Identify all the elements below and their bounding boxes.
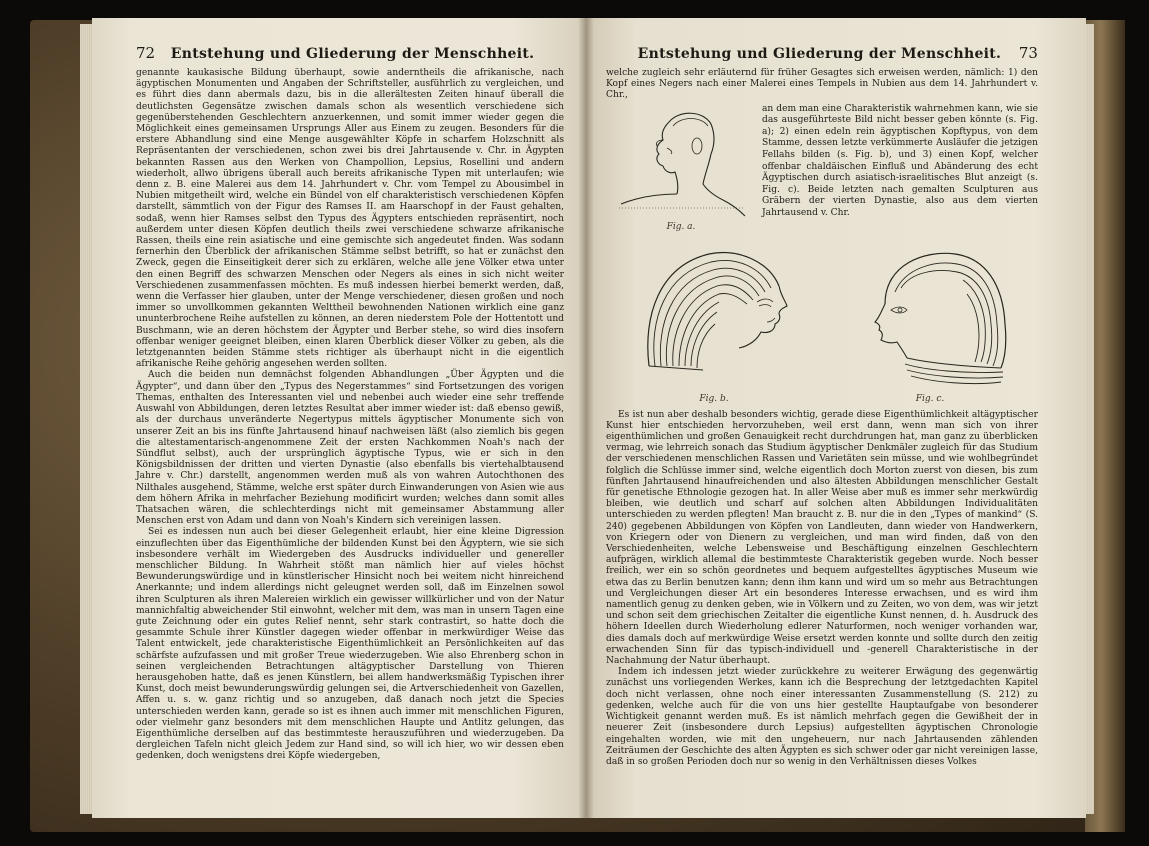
figure-b — [629, 236, 799, 404]
paragraph: Sei es indessen nun auch bei dieser Gelegenheit erlaubt, hier eine kleine Digression einzuflechten über das Eigenthümliche der bildenden Kunst bei den Ägyptern, wie sie sich insbesondere verhält im Wiedergeben des Ausdrucks individueller und genereller menschlicher Bildung. In Wahrheit stößt man nämlich hier auf vieles höchst Bewunderungswürdige und in künstlerischer Hinsicht noch bei weitem nicht hinreichend Anerkannte; und indem allerdings nicht geleugnet werden soll, daß im Einzelnen sowol ihren Sculpturen als ihren Malereien wirklich ein gewisser willkürlicher und von der Natur mannichfaltig abweichender Stil einwohnt, welcher mit dem, was man in unsern Tagen eine gute Zeichnung oder ein gutes Relief nennt, sehr stark contrastirt, so hatte doch die gesammte Schule ihrer Künstler dagegen wieder offenbar in merkwürdiger Weise das Talent entwickelt, jede charakteristische Eigenthümlichkeit an Persönlichkeiten auf das schärfste aufzufassen und mit großer Treue wiederzugeben. Wie also Ehrenberg schon in seinen vergleichenden Betrachtungen altägyptischer Darstellung von Thieren herausgehoben hatte, daß es jenen Künstlern, bei allem handwerksmäßig Typischen ihrer Kunst, doch meist bewunderungswürdig gelungen sei, die Artverschiedenheit von Gazellen, Affen u. s. w. ganz richtig und so anzugeben, daß danach noch jetzt die Species unterschieden werden kann, gerade so ist es ihnen auch immer mit menschlichen Figuren, oder vielmehr ganz besonders mit dem menschlichen Haupte und Antlitz gelungen, das Eigenthümliche derselben auf das bestimmteste herauszuführen und wiederzugeben. Da dergleichen Tafeln nicht gleich Jedem zur Hand sind, so will ich hier, wo wir dessen eben gedenken, doch wenigstens drei Köpfe wiedergeben, — [136, 527, 564, 762]
figure-caption: Fig. a. — [666, 221, 696, 232]
figure-a — [606, 104, 756, 232]
paragraph: Indem ich indessen jetzt wieder zurückkehre zu weiterer Erwägung des gegenwärtig zunächst uns vorliegenden Werkes, kann ich die Besprechung der letztgedachten Kapitel doch nicht verlassen, ohne noch einer interessanten Zusammenstellung (S. 212) zu gedenken, welche auch für die von uns hier gestellte Hauptaufgabe von besonderer Wichtigkeit genannt werden muß. Es ist nämlich mehrfach gegen die Gewißheit der in neuerer Zeit (insbesondere durch Lepsius) aufgestellten ägyptischen Chronologie eingehalten worden, wie mit den ungeheuern, nur nach Jahrtausenden zählenden Zeiträumen der Geschichte des alten Ägypten es sich schwer oder gar nicht vereinigen lasse, daß in so großen Perioden doch nur so wenig in den Verhältnissen dieses Volkes — [606, 667, 1038, 767]
book-gutter — [578, 18, 594, 818]
left-page-body — [136, 68, 564, 763]
figure-caption: Fig. c. — [915, 393, 945, 404]
page-number: 72 — [136, 44, 156, 62]
right-intro — [606, 68, 1038, 102]
figure-a-side-text: an dem man eine Charakteristik wahrnehmen kann, wie sie das ausgeführteste Bild nicht besser geben könnte (s. Fig. a); 2) einen edeln rein ägyptischen Kopftypus, von dem Stamme, dessen letzte verkümmerte Ausläufer die jetzigen Fellahs bilden (s. Fig. b), und 3) einen Kopf, welcher offenbar chaldäischen Einfluß und Abänderung des echt Ägyptischen durch asiatisch-israelitisches Blut anzeigt (s. Fig. c). Beide letzten nach gemalten Sculpturen aus Gräbern der vierten Dynastie, also aus dem vierten Jahrtausend v. Chr. — [762, 103, 1038, 218]
egyptian-head-engraving-b — [629, 236, 799, 394]
right-page-header — [606, 44, 1038, 62]
egyptian-head-engraving-c — [845, 244, 1015, 394]
negro-head-engraving — [611, 104, 751, 222]
paragraph: Es ist nun aber deshalb besonders wichtig, gerade diese Eigenthümlichkeit altägyptischer Kunst hier entschieden hervorzuheben, weil erst dann, wenn man sich von ihrer eigenthümlichen und großen Genauigkeit recht durchdrungen hat, man ganz zu überblicken vermag, wie lehrreich sonach das Studium ägyptischer Denkmäler zugleich für das Studium der verschiedenen menschlichen Rassen und Varietäten sein müsse, und wie wohlbegründet folglich die Schlüsse immer sind, welche eigentlich doch Morton zuerst von diesen, bis zum fünften Jahrtausend hinaufreichenden und also ältesten Abbildungen menschlicher Gestalt für genetische Ethnologie gezogen hat. In aller Weise aber muß es immer sehr merkwürdig bleiben, wie deutlich und scharf auf solchen alten Abbildungen Individualitäten unterschieden zu werden pflegten! Man braucht z. B. nur die in den „Types of mankind“ (S. 240) gegebenen Abbildungen von Köpfen von Landleuten, dann wieder von Handwerkern, von Kriegern oder von Dienern zu vergleichen, und man wird finden, daß von den Verschiedenheiten, welche Lebensweise und Beschäftigung einzelnen Geschlechtern aufprägen, wirklich allemal die bestimmteste Charakteristik gegeben wurde. Noch besser freilich, wer ein so schön geordnetes und bequem aufgestelltes ägyptisches Museum wie etwa das zu Berlin benutzen kann; denn ihm kann und wird um so mehr aus Betrachtungen und Vergleichungen dieser Art ein besonderes Interesse erwachsen, und es wird ihm namentlich genug zu denken geben, wie in Völkern und zu Zeiten, wo von dem, was wir jetzt und schon seit dem griechischen Zeitalter die eigentliche Kunst nennen, d. h. Ausdruck des höhern Ideellen durch Wiederholung edlerer Naturformen, noch weniger vorhanden war, dies damals doch auf merkwürdige Weise ersetzt werden konnte und sollte durch den zeitig erwachenden Sinn für das typisch-individuell und -generell Charakteristische in der Nachahmung der Natur überhaupt. — [606, 409, 1038, 667]
paragraph: welche zugleich sehr erläuternd für früher Gesagtes sich erweisen werden, nämlich: 1) den Kopf eines Negers nach einer Malerei eines Tempels in Nubien aus dem 14. Jahrhundert v. Chr., — [606, 68, 1038, 101]
left-page-header — [136, 44, 564, 62]
figures-b-c — [606, 236, 1038, 404]
figure-c — [845, 244, 1015, 404]
right-page-body — [606, 410, 1038, 769]
right-page — [586, 18, 1086, 818]
left-page — [92, 18, 586, 818]
paragraph: genannte kaukasische Bildung überhaupt, sowie anderntheils die afrikanische, nach ägyptischen Monumenten und Angaben der Schriftsteller, ausführlich zu vergleichen, und es führt dies dann abermals dazu, bis in die allerältesten Zeiten hinauf überall die deutlichsten Gegensätze zwischen damals schon als wesentlich verschiedene sich gegenüberstehenden Geschlechtern anzuerkennen, und somit immer wieder gegen die Möglichkeit eines gemeinsamen Ursprungs Aller aus Einem zu zeugen. Besonders für die erstere Abhandlung sind eine Menge ausgewählter Köpfe in scharfem Holzschnitt als Repräsentanten der verschiedenen, schon zwei bis drei Jahrtausende v. Chr. in Ägypten bekannten Rassen aus den Werken von Champollion, Lepsius, Rosellini und andern wiederholt, allwo übrigens überall auch bereits afrikanische Typen mit unterlaufen; wie denn z. B. eine Malerei aus dem 14. Jahrhundert v. Chr. vom Tempel zu Abousimbel in Nubien mitgetheilt wird, welche ein Bündel von elf charakteristisch verschiedenen Köpfen darstellt, sämmtlich von der Figur des Ramses II. am Haarschopf in der Faust gehalten, sodaß, wenn hier Ramses selbst den Typus des Ägypters entschieden repräsentirt, noch außerdem unter diesen Köpfen deutlich theils zwei verschiedene schwarze afrikanische Rassen, theils eine rein asiatische und eine gemischte sich angedeutet finden. Was sodann fernerhin den Überblick der afrikanischen Stämme selbst betrifft, so hat er zunächst den Zweck, gegen die Einseitigkeit derer sich zu erklären, welche alle jene Völker etwa unter den einen Begriff des schwarzen Menschen oder Negers als eines in sich nicht weiter Verschiedenen zusammenfassen möchten. Es muß indessen hierbei bemerkt werden, daß, wenn die Verfasser hier glauben, unter der Menge verschiedener, diesen großen und noch immer so unvollkommen gekannten Welttheil bewohnenden Nationen wirklich eine ganz ununterbrochene Reihe aufstellen zu können, an deren niederstem Pole der Hottentott und Buschmann, wie an deren höchstem der Ägypter und Berber stehe, so wird dies insofern offenbar weniger geeignet bleiben, einen klaren Überblick dieser Völker zu geben, als die letztgenannten beiden Stämme stets richtiger als überhaupt nicht in die eigentlich afrikanische Reihe gehörig angesehen werden sollten. — [136, 68, 564, 370]
figure-caption: Fig. b. — [699, 393, 729, 404]
page-number: 73 — [1018, 44, 1038, 62]
paragraph: Auch die beiden nun demnächst folgenden Abhandlungen „Über Ägypten und die Ägypter“, und dann über den „Typus des Negerstammes“ sind Fortsetzungen des vorigen Themas, enthalten des Interessanten viel und nebenbei auch wieder eine sehr treffende Auswahl von Abbildungen, deren letztes Resultat aber immer wieder ist: daß ebenso gewiß, als der durchaus unveränderte Negertypus mittels ägyptischer Monumente sich von unserer Zeit an bis ins fünfte Jahrtausend hinauf nachweisen läßt (also ziemlich bis gegen die altestamentarisch-angenommene Zeit der ersten Nachkommen Noah's nach der Sündflut selbst), auch der ursprünglich ägyptische Typus, wie er sich in den Königsbildnissen der dritten und vierten Dynastie (also ebenfalls bis viertehalbtausend Jahre v. Chr.) darstellt, angenommen werden muß als von wahren Autochthonen des Nilthales ausgehend, Stämme, welche erst später durch Einwanderungen von Asien wie aus dem höhern Afrika in mehrfacher Beziehung modificirt wurden; welches dann somit alles Thatsachen wären, die schlechterdings nicht mit gemeinsamer Abstammung aller Menschen erst von Adam und dann von Noah's Kindern sich vereinigen lassen. — [136, 370, 564, 527]
figure-a-block — [606, 104, 1038, 232]
running-head: Entstehung und Gliederung der Menschheit. — [170, 46, 535, 62]
running-head: Entstehung und Gliederung der Menschheit. — [637, 46, 1002, 62]
